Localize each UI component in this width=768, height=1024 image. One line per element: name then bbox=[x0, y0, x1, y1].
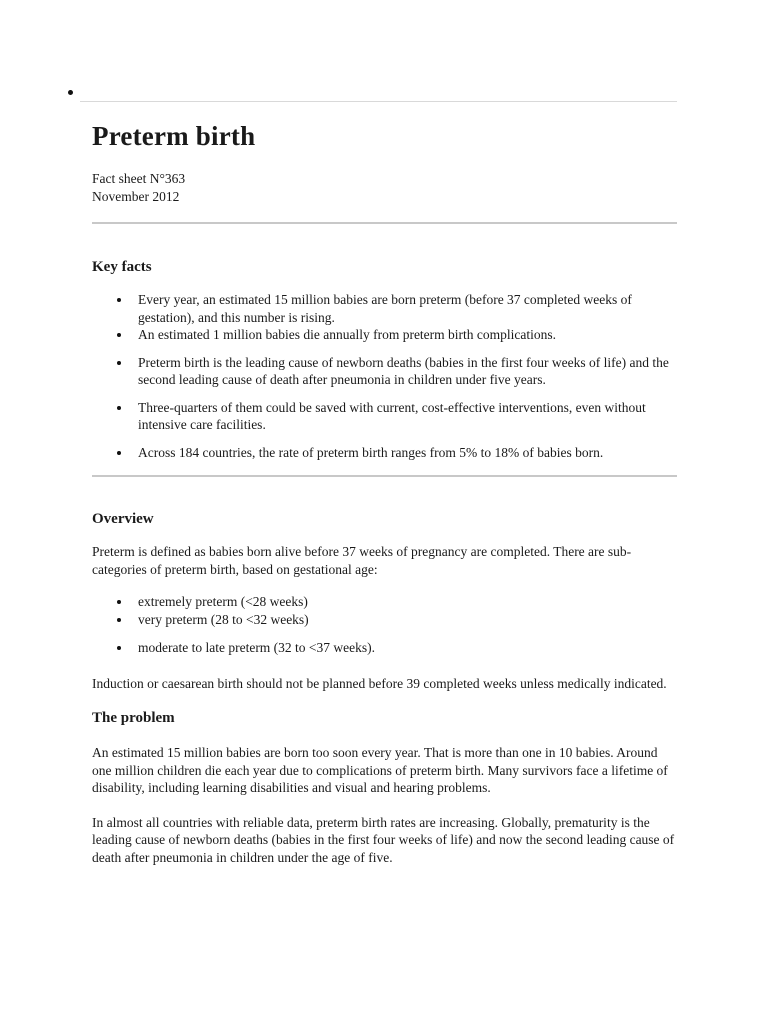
problem-paragraph: An estimated 15 million babies are born too soon every year. That is more than one in 10 babies. Around one million children die each year due to complications of preterm birth. Many survivors face a lifetime of disability, including learning disabilities and visual and hearing problems. bbox=[92, 745, 668, 795]
overview-list bbox=[92, 593, 677, 657]
list-item: An estimated 1 million babies die annually from preterm birth complications. bbox=[92, 326, 677, 344]
overview-intro: Preterm is defined as babies born alive before 37 weeks of pregnancy are completed. There are sub-categories of preterm birth, based on gestational age: bbox=[92, 544, 632, 577]
fact-sheet-meta bbox=[92, 170, 677, 206]
list-item: Every year, an estimated 15 million babies are born preterm (before 37 completed weeks of gestation), and this number is rising. bbox=[92, 291, 677, 326]
problem-heading: The problem bbox=[92, 710, 175, 726]
section-divider bbox=[92, 222, 677, 224]
section-divider bbox=[92, 475, 677, 477]
key-facts-list bbox=[92, 291, 677, 461]
list-item: Across 184 countries, the rate of preterm birth ranges from 5% to 18% of babies born. bbox=[92, 444, 677, 462]
overview-heading: Overview bbox=[92, 511, 154, 527]
bullet-marker bbox=[68, 90, 73, 95]
list-item: Three-quarters of them could be saved with current, cost-effective interventions, even without intensive care facilities. bbox=[92, 399, 677, 434]
top-divider bbox=[80, 101, 677, 102]
page-title: Preterm birth bbox=[92, 121, 256, 151]
key-facts-heading: Key facts bbox=[92, 259, 152, 275]
list-item: extremely preterm (<28 weeks) bbox=[92, 593, 677, 611]
list-item: very preterm (28 to <32 weeks) bbox=[92, 611, 677, 629]
publication-date: November 2012 bbox=[92, 189, 180, 204]
fact-sheet-number: Fact sheet N°363 bbox=[92, 171, 186, 186]
list-item: moderate to late preterm (32 to <37 weeks). bbox=[92, 639, 677, 657]
article-content bbox=[92, 116, 677, 866]
problem-paragraph: In almost all countries with reliable data, preterm birth rates are increasing. Globally, prematurity is the leading cause of newborn deaths (babies in the first four weeks of life) and now the second leading cause of death after pneumonia in children under the age of five. bbox=[92, 814, 675, 865]
overview-closing: Induction or caesarean birth should not be planned before 39 completed weeks unless medically indicated. bbox=[92, 675, 667, 691]
list-item: Preterm birth is the leading cause of newborn deaths (babies in the first four weeks of life) and the second leading cause of death after pneumonia in children under five years. bbox=[92, 354, 677, 389]
